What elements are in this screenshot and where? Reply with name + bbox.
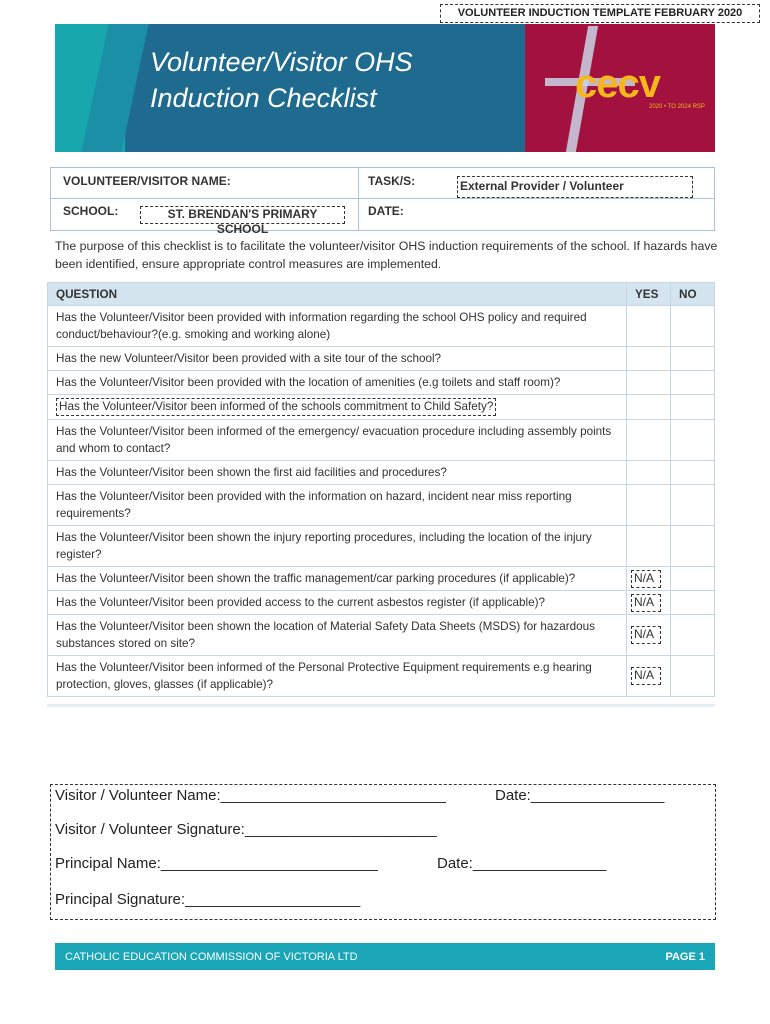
yes-cell[interactable]: [627, 306, 671, 347]
table-row: [48, 395, 715, 420]
table-header-row: [48, 283, 715, 306]
question-cell: Has the Volunteer/Visitor been shown the injury reporting procedures, including the location of the injury register?: [48, 526, 627, 567]
info-box: [50, 167, 715, 236]
question-header: QUESTION: [48, 283, 627, 306]
tasks-field[interactable]: External Provider / Volunteer: [457, 176, 693, 198]
page-number: PAGE 1: [665, 951, 705, 963]
question-cell: Has the Volunteer/Visitor been provided with information regarding the school OHS policy and required conduct/behaviour?(e.g. smoking and working alone): [48, 306, 627, 347]
principal-signature-field[interactable]: Principal Signature:_____________________: [55, 891, 361, 908]
footer-bar: [55, 943, 715, 970]
tasks-label: TASK/S:: [368, 174, 416, 188]
table-row: [48, 420, 715, 461]
footer-organisation: CATHOLIC EDUCATION COMMISSION OF VICTORIA LTD: [65, 951, 358, 963]
info-divider-h: [51, 198, 714, 199]
table-row: [48, 485, 715, 526]
date-label: DATE:: [368, 204, 404, 218]
table-row: [48, 615, 715, 656]
table-row: [48, 347, 715, 371]
no-cell[interactable]: [671, 567, 715, 591]
visitor-name-field[interactable]: Visitor / Volunteer Name:___________________________: [55, 787, 446, 804]
page-title: [150, 44, 530, 116]
title-line-2: Induction Checklist: [150, 83, 377, 113]
question-cell: Has the Volunteer/Visitor been provided access to the current asbestos register (if applicable)?: [48, 591, 627, 615]
yes-cell[interactable]: [627, 347, 671, 371]
no-cell[interactable]: [671, 420, 715, 461]
no-header: NO: [671, 283, 715, 306]
question-cell: [48, 395, 627, 420]
yes-cell[interactable]: [627, 371, 671, 395]
table-row: [48, 567, 715, 591]
principal-name-field[interactable]: Principal Name:__________________________: [55, 855, 378, 872]
template-tag: VOLUNTEER INDUCTION TEMPLATE FEBRUARY 2020: [440, 4, 760, 23]
no-cell[interactable]: [671, 306, 715, 347]
purpose-text: The purpose of this checklist is to facilitate the volunteer/visitor OHS induction requirements of the school. If hazards have been identified, ensure appropriate control measures are implemented.: [55, 239, 718, 271]
no-cell[interactable]: [671, 485, 715, 526]
yes-cell[interactable]: [627, 567, 671, 591]
table-bottom-bar: [47, 704, 715, 707]
cecv-logo-subtext: 2020 • TO 2024 RSP: [649, 104, 705, 110]
title-line-1: Volunteer/Visitor OHS: [150, 47, 413, 77]
yes-header: YES: [627, 283, 671, 306]
name-label: VOLUNTEER/VISITOR NAME:: [63, 174, 231, 188]
no-cell[interactable]: [671, 615, 715, 656]
yes-cell[interactable]: [627, 526, 671, 567]
question-cell: Has the Volunteer/Visitor been shown the first aid facilities and procedures?: [48, 461, 627, 485]
yes-cell[interactable]: [627, 461, 671, 485]
na-field[interactable]: N/A: [631, 626, 661, 644]
yes-cell[interactable]: [627, 485, 671, 526]
visitor-signature-field[interactable]: Visitor / Volunteer Signature:_______________________: [55, 821, 437, 838]
question-cell: Has the Volunteer/Visitor been shown the location of Material Safety Data Sheets (MSDS) for hazardous substances stored on site?: [48, 615, 627, 656]
question-cell: Has the Volunteer/Visitor been provided with the information on hazard, incident near miss reporting requirements?: [48, 485, 627, 526]
table-row: [48, 306, 715, 347]
yes-cell[interactable]: [627, 615, 671, 656]
no-cell[interactable]: [671, 526, 715, 567]
na-field[interactable]: N/A: [631, 570, 661, 588]
no-cell[interactable]: [671, 461, 715, 485]
yes-cell[interactable]: [627, 656, 671, 697]
no-cell[interactable]: [671, 656, 715, 697]
question-cell: Has the Volunteer/Visitor been shown the traffic management/car parking procedures (if applicable)?: [48, 567, 627, 591]
table-row: [48, 461, 715, 485]
table-row: [48, 656, 715, 697]
cecv-logo: cecv: [575, 62, 660, 106]
question-cell: Has the Volunteer/Visitor been informed of the emergency/ evacuation procedure including assembly points and whom to contact?: [48, 420, 627, 461]
yes-cell[interactable]: [627, 591, 671, 615]
table-row: [48, 371, 715, 395]
header-banner: [55, 24, 715, 152]
na-field[interactable]: N/A: [631, 594, 661, 612]
school-field[interactable]: ST. BRENDAN'S PRIMARY SCHOOL: [140, 206, 345, 224]
signature-box: [50, 784, 716, 920]
no-cell[interactable]: [671, 395, 715, 420]
principal-date-field[interactable]: Date:________________: [437, 855, 607, 872]
na-field[interactable]: N/A: [631, 667, 661, 685]
checklist-table: [47, 282, 715, 697]
table-row: [48, 591, 715, 615]
school-label: SCHOOL:: [63, 204, 119, 218]
no-cell[interactable]: [671, 371, 715, 395]
question-cell: Has the Volunteer/Visitor been informed of the Personal Protective Equipment requirements e.g hearing protection, gloves, glasses (if applicable)?: [48, 656, 627, 697]
info-divider-v: [358, 168, 359, 230]
child-safety-highlight: Has the Volunteer/Visitor been informed of the schools commitment to Child Safety?: [56, 398, 496, 416]
table-body: [48, 306, 715, 697]
visitor-date-field[interactable]: Date:________________: [495, 787, 665, 804]
no-cell[interactable]: [671, 591, 715, 615]
yes-cell[interactable]: [627, 420, 671, 461]
question-cell: Has the new Volunteer/Visitor been provided with a site tour of the school?: [48, 347, 627, 371]
table-row: [48, 526, 715, 567]
question-cell: Has the Volunteer/Visitor been provided with the location of amenities (e.g toilets and staff room)?: [48, 371, 627, 395]
yes-cell[interactable]: [627, 395, 671, 420]
no-cell[interactable]: [671, 347, 715, 371]
